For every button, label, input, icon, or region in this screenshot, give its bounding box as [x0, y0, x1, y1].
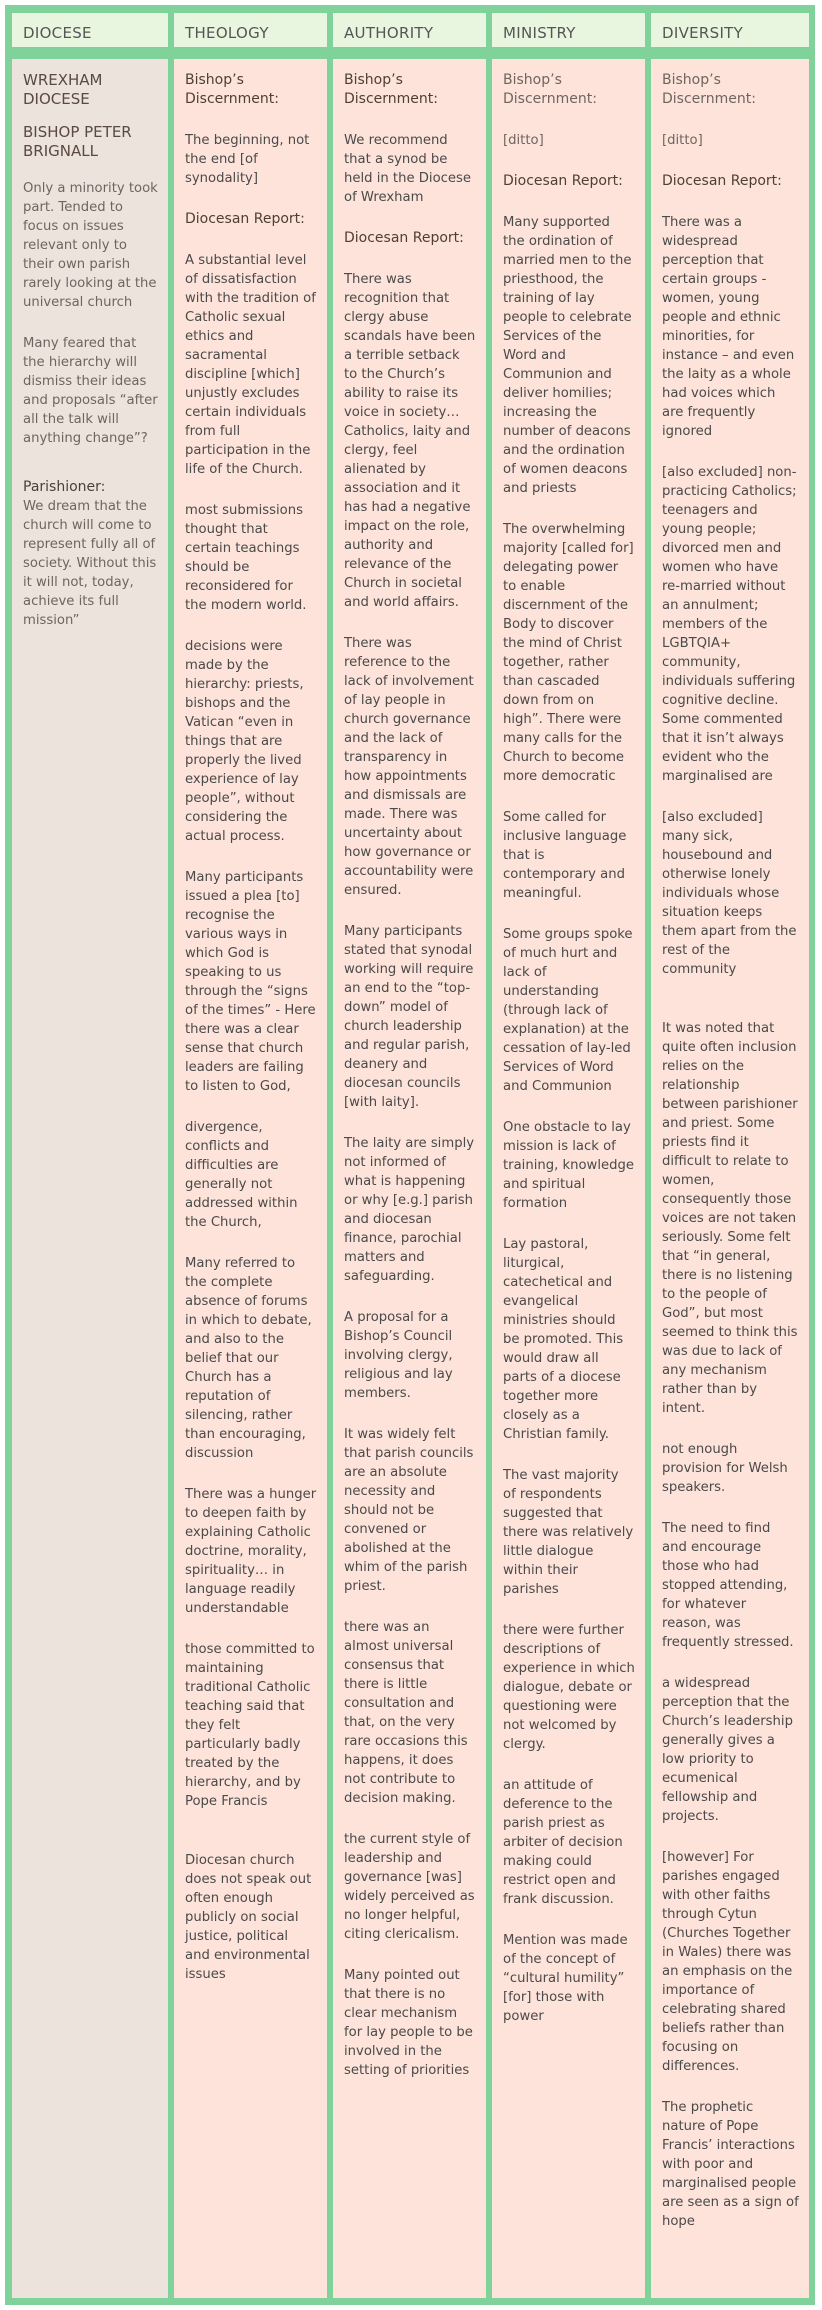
report-paragraph: Many supported the ordination of married men to the priesthood, the training of lay people to celebrate Services of the Word and Communion and deliver homilies; increasing the number of deacons and the ordination of women deacons and priests: [503, 215, 632, 496]
diocese-paragraph: Only a minority took part. Tended to focus on issues relevant only to their own parish rarely looking at the universal church: [23, 181, 158, 310]
parishioner-label: Parishioner:: [23, 479, 106, 495]
report-paragraph: decisions were made by the hierarchy: priests, bishops and the Vatican “even in things that are properly the lived experience of lay people”, without considering the actual process.: [185, 639, 304, 844]
bishop-discernment-text: [ditto]: [662, 133, 703, 148]
bishop-discernment-text: We recommend that a synod be held in the Diocese of Wrexham: [344, 133, 471, 205]
header-theology: THEOLOGY: [172, 11, 329, 49]
diocesan-report-label: Diocesan Report:: [662, 173, 782, 189]
bishop-name: BISHOP PETER BRIGNALL: [23, 123, 132, 160]
column-diocese: [10, 57, 170, 2300]
report-paragraph: divergence, conflicts and difficulties are generally not addressed within the Church,: [185, 1120, 298, 1230]
report-paragraph: The prophetic nature of Pope Francis’ interactions with poor and marginalised people are seen as a sign of hope: [662, 2100, 799, 2229]
bishop-discernment-label: Bishop’s Discernment:: [503, 72, 597, 107]
diocesan-report-label: Diocesan Report:: [344, 230, 464, 246]
diocese-paragraph: Many feared that the hierarchy will dismiss their ideas and proposals “after all the talk will anything change”?: [23, 336, 158, 446]
header-ministry: MINISTRY: [490, 11, 647, 49]
report-paragraph: [however] For parishes engaged with other faiths through Cytun (Churches Together in Wales) there was an emphasis on the importance of celebrating shared beliefs rather than focusing on differences.: [662, 1850, 793, 2074]
report-paragraph: [also excluded] many sick, housebound and otherwise lonely individuals whose situation keeps them apart from the rest of the community: [662, 810, 797, 977]
parishioner-quote: We dream that the church will come to represent fully all of society. Without this it will not, today, achieve its full mission”: [23, 499, 157, 628]
report-paragraph: Many participants issued a plea [to] recognise the various ways in which God is speaking to us through the “signs of the times” - Here there was a clear sense that church leaders are failing to listen to God,: [185, 870, 316, 1094]
report-paragraph: A proposal for a Bishop’s Council involving clergy, religious and lay members.: [344, 1310, 453, 1401]
report-paragraph: there were further descriptions of experience in which dialogue, debate or questioning were not welcomed by clergy.: [503, 1623, 635, 1752]
header-diversity: DIVERSITY: [649, 11, 811, 49]
header-authority: AUTHORITY: [331, 11, 488, 49]
bishop-discernment-text: The beginning, not the end [of synodality]: [185, 133, 310, 186]
report-paragraph: The vast majority of respondents suggested that there was relatively little dialogue within their parishes: [503, 1468, 634, 1597]
report-paragraph: Many pointed out that there is no clear mechanism for lay people to be involved in the setting of priorities: [344, 1968, 473, 2078]
header-diocese: DIOCESE: [10, 11, 170, 49]
column-authority: [331, 57, 488, 2300]
report-paragraph: The overwhelming majority [called for] delegating power to enable discernment of the Body to discover the mind of Christ together, rather than cascaded down from on high”. There were many calls for the Church to become more democratic: [503, 522, 634, 784]
report-paragraph: There was recognition that clergy abuse scandals have been a terrible setback to the Church’s ability to raise its voice in society… Catholics, laity and clergy, feel alienated by association and it has had a negative impact on the role, authority and relevance of the Church in societal and world affairs.: [344, 272, 476, 610]
report-paragraph: the current style of leadership and governance [was] widely perceived as no longer helpful, citing clericalism.: [344, 1832, 475, 1942]
bishop-discernment-label: Bishop’s Discernment:: [344, 72, 438, 107]
column-diversity: [649, 57, 811, 2300]
report-paragraph: Some called for inclusive language that is contemporary and meaningful.: [503, 810, 627, 901]
report-paragraph: It was noted that quite often inclusion relies on the relationship between parishioner and priest. Some priests find it difficult to relate to women, consequently those voices are not taken seriously. Some felt that “in general, there is no listening to the people of God”, but most seemed to think this was due to lack of any mechanism rather than by intent.: [662, 1021, 798, 1416]
table-frame: [5, 5, 815, 2305]
column-theology: [172, 57, 329, 2300]
report-paragraph: The laity are simply not informed of what is happening or why [e.g.] parish and diocesan finance, parochial matters and safeguarding.: [344, 1136, 475, 1284]
diocese-name: WREXHAM DIOCESE: [23, 71, 103, 108]
report-paragraph: not enough provision for Welsh speakers.: [662, 1442, 788, 1495]
report-paragraph: an attitude of deference to the parish priest as arbiter of decision making could restrict open and frank discussion.: [503, 1778, 623, 1907]
report-paragraph: There was a hunger to deepen faith by explaining Catholic doctrine, morality, spirituality… in language readily understandable: [185, 1487, 317, 1616]
bishop-discernment-text: [ditto]: [503, 133, 544, 148]
report-paragraph: [also excluded] non-practicing Catholics; teenagers and young people; divorced men and women who have re-married without an annulment; members of the LGBTQIA+ community, individuals suffering cognitive decline. Some commented that it isn’t always evident who the marginalised are: [662, 465, 797, 784]
report-paragraph: there was an almost universal consensus that there is little consultation and that, on the very rare occasions this happens, it does not contribute to decision making.: [344, 1620, 468, 1806]
diocesan-report-label: Diocesan Report:: [185, 211, 305, 227]
report-paragraph: One obstacle to lay mission is lack of training, knowledge and spiritual formation: [503, 1120, 634, 1211]
report-paragraph: Some groups spoke of much hurt and lack of understanding (through lack of explanation) at the cessation of lay-led Services of Word and Communion: [503, 927, 633, 1094]
report-paragraph: Many participants stated that synodal working will require an end to the “top-down” model of church leadership and regular parish, deanery and diocesan councils [with laity].: [344, 924, 474, 1110]
report-paragraph: The need to find and encourage those who had stopped attending, for whatever reason, was frequently stressed.: [662, 1521, 794, 1650]
report-paragraph: A substantial level of dissatisfaction with the tradition of Catholic sexual ethics and sacramental discipline [which] unjustly excludes certain individuals from full participation in the life of the Church.: [185, 253, 316, 477]
bishop-discernment-label: Bishop’s Discernment:: [662, 72, 756, 107]
report-paragraph: Many referred to the complete absence of forums in which to debate, and also to the belief that our Church has a reputation of silencing, rather than encouraging, discussion: [185, 1256, 312, 1461]
report-paragraph: There was a widespread perception that certain groups - women, young people and ethnic minorities, for instance – and even the laity as a whole had voices which are frequently ignored: [662, 215, 795, 439]
report-paragraph: those committed to maintaining traditional Catholic teaching said that they felt particularly badly treated by the hierarchy, and by Pope Francis: [185, 1642, 315, 1809]
report-paragraph: Lay pastoral, liturgical, catechetical and evangelical ministries should be promoted. This would draw all parts of a diocese together more closely as a Christian family.: [503, 1237, 624, 1442]
report-paragraph: It was widely felt that parish councils are an absolute necessity and should not be convened or abolished at the whim of the parish priest.: [344, 1427, 474, 1594]
column-ministry: [490, 57, 647, 2300]
report-paragraph: most submissions thought that certain teachings should be reconsidered for the modern world.: [185, 503, 307, 613]
report-paragraph: Mention was made of the concept of “cultural humility” [for] those with power: [503, 1933, 628, 2024]
report-paragraph: There was reference to the lack of involvement of lay people in church governance and the lack of transparency in how appointments and dismissals are made. There was uncertainty about how governance or accountability were ensured.: [344, 636, 474, 898]
report-paragraph: Diocesan church does not speak out often enough publicly on social justice, political and environmental issues: [185, 1853, 312, 1982]
diocesan-report-label: Diocesan Report:: [503, 173, 623, 189]
report-paragraph: a widespread perception that the Church’s leadership generally gives a low priority to ecumenical fellowship and projects.: [662, 1676, 793, 1824]
bishop-discernment-label: Bishop’s Discernment:: [185, 72, 279, 107]
